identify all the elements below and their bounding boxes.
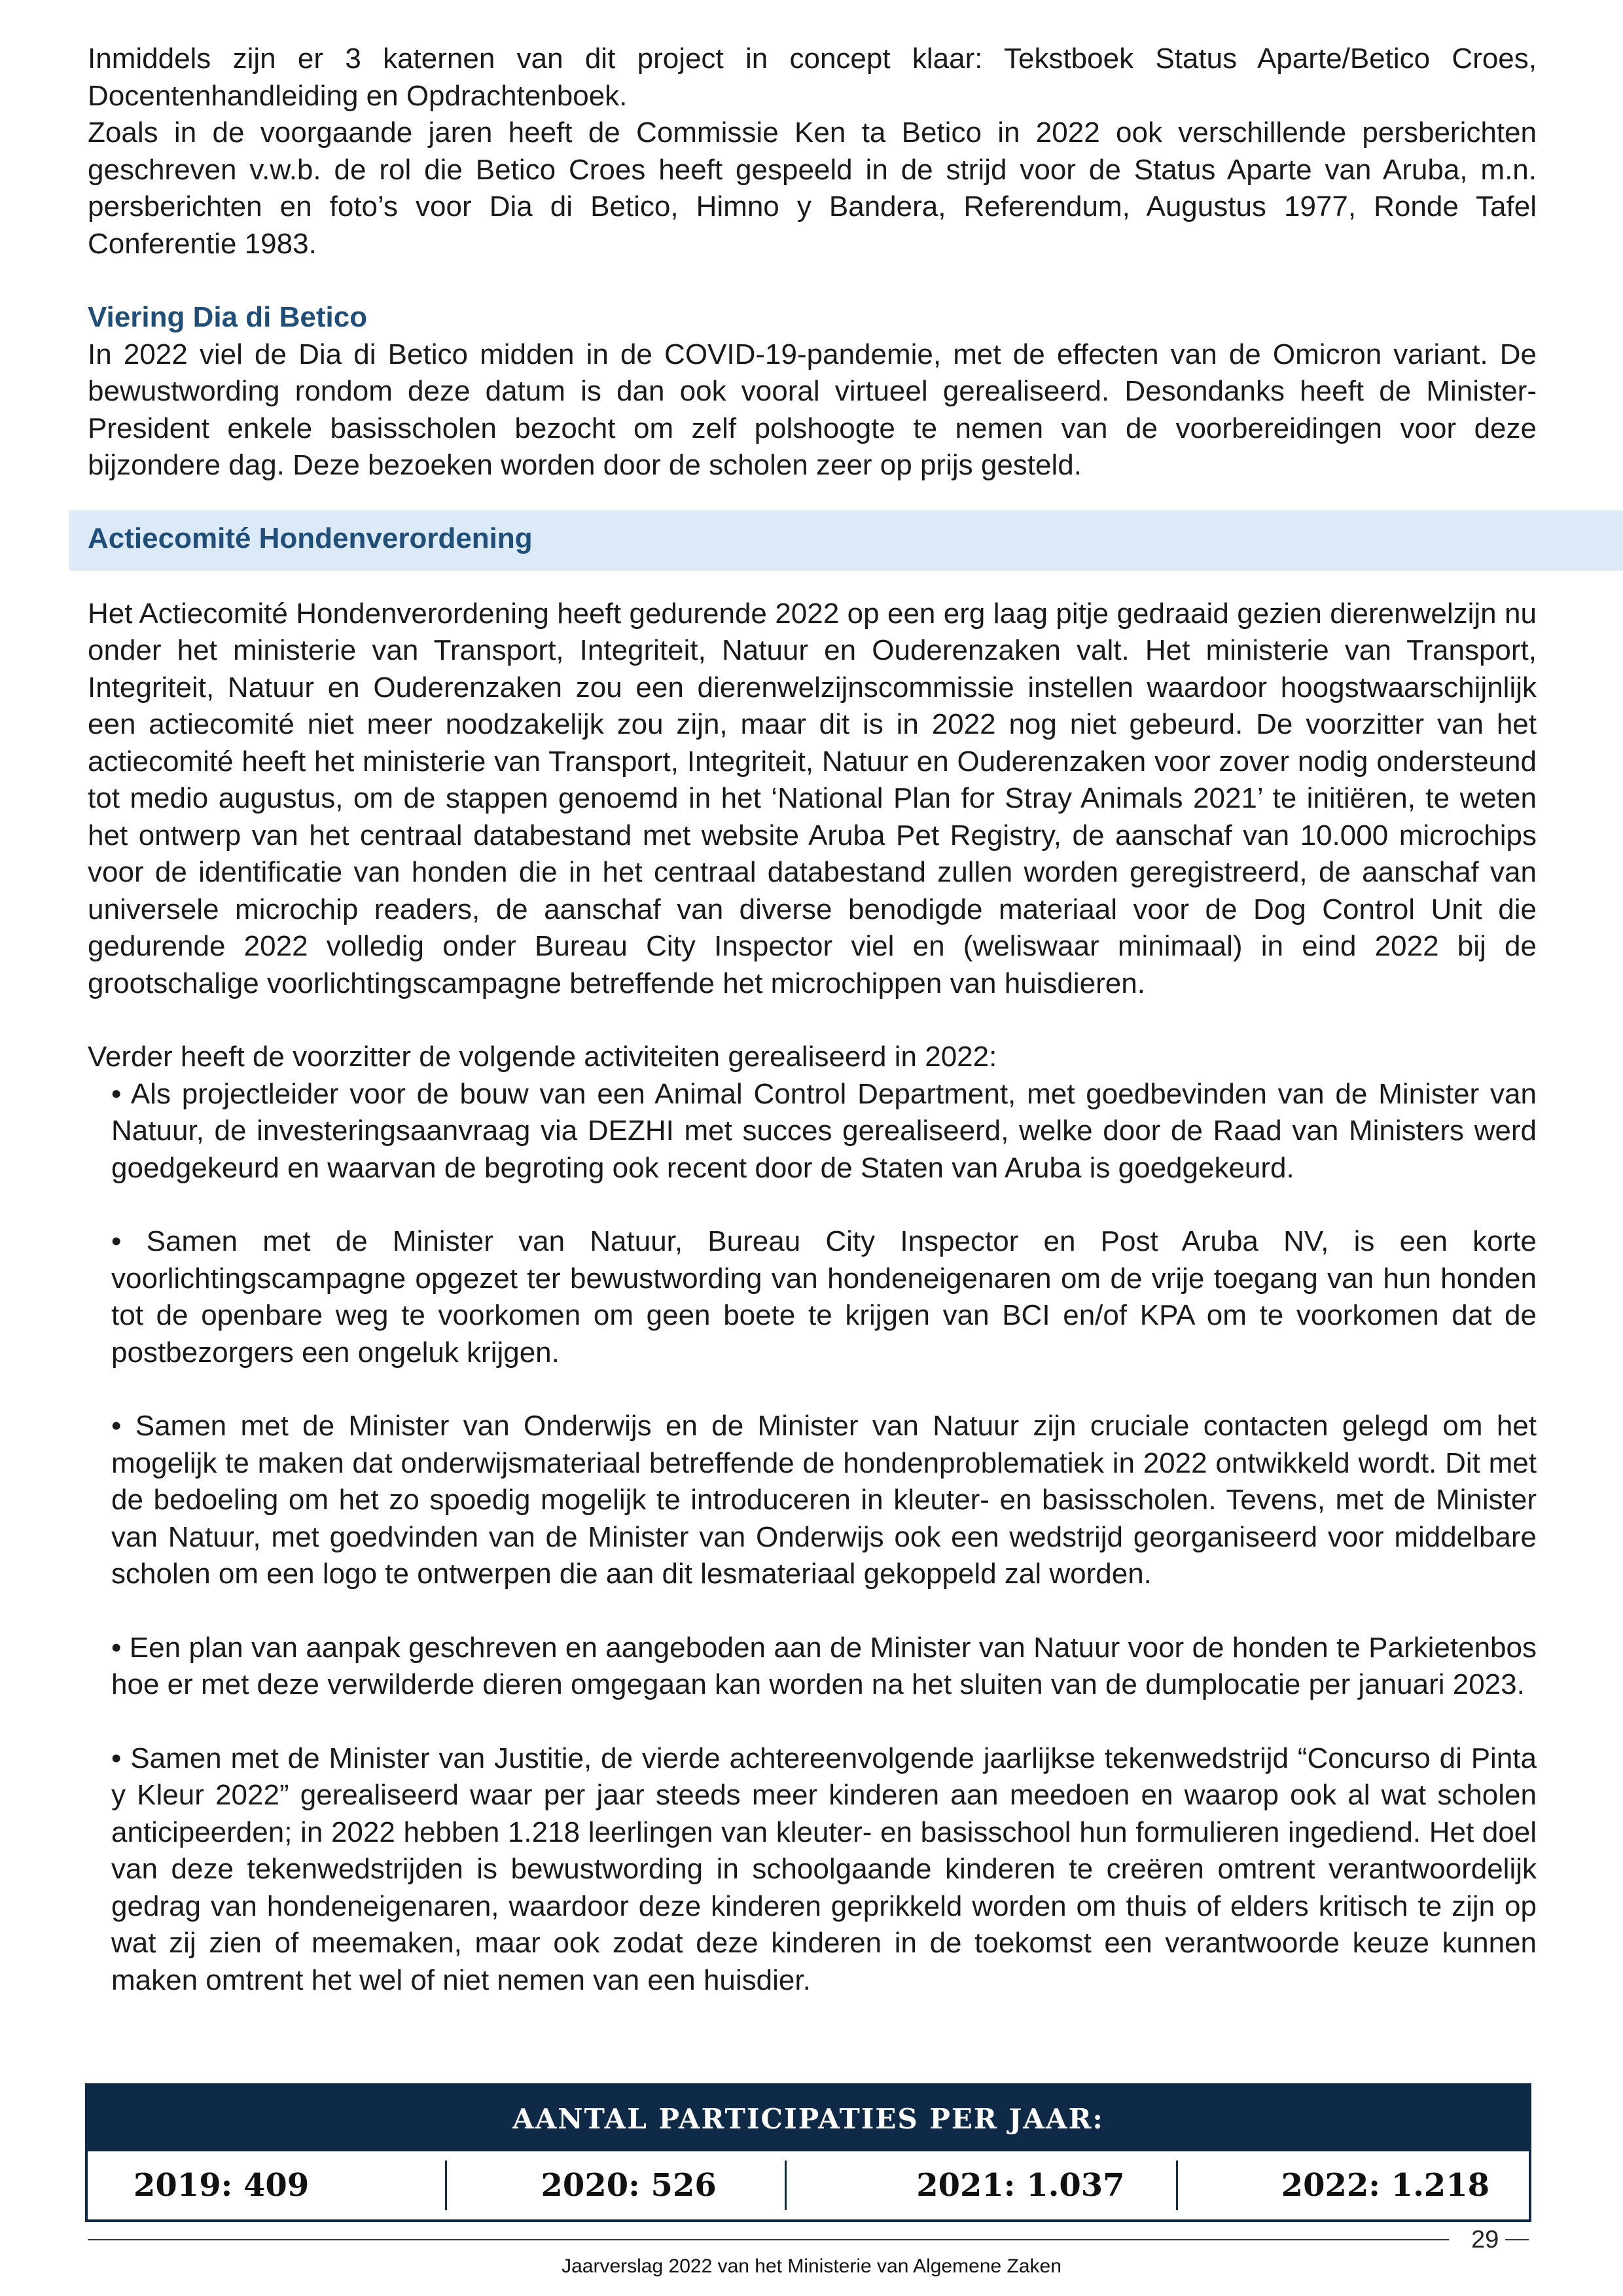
section-paragraph-1: Het Actiecomité Hondenverordening heeft gedurende 2022 op een erg laag pitje gedraaid gezien dierenwelzijn nu onder het ministerie van Transport, Integriteit, Natuur en Ouderenzaken valt. Het ministerie van Transport, Integriteit, Natuur en Ouderenzaken zou een dierenwelzijnscommissie instellen waardoor hoogstwaarschijnlijk een actiecomité niet meer noodzakelijk zou zijn, maar dit is in 2022 nog niet gebeurd. De voorzitter van het actiecomité heeft het ministerie van Transport, Integriteit, Natuur en Ouderenzaken voor zover nodig ondersteund tot medio augustus, om de stappen genoemd in het ‘National Plan for Stray Animals 2021’ te initiëren, te weten het ontwerp van het centraal databestand met website Aruba Pet Registry, de aanschaf van 10.000 microchips voor de identificatie van honden die in het centraal databestand zullen worden geregistreerd, de aanschaf van universele microchip readers, de aanschaf van diverse benodigde materiaal voor de Dog Control Unit die gedurende 2022 volledig onder Bureau City Inspector viel en (weliswaar minimaal) in eind 2022 bij de grootschalige voorlichtingscampagne betreffende het microchippen van huisdieren. — [88, 597, 1537, 999]
bullet-list — [88, 1076, 1537, 2000]
page-content — [88, 41, 1537, 1999]
participations-table — [85, 2083, 1531, 2222]
page-number: 29 — [1471, 2226, 1499, 2253]
list-item: • Samen met de Minister van Natuur, Bureau City Inspector en Post Aruba NV, is een korte voorlichtingscampagne opgezet ter bewustwording van hondeneigenaren om de vrije toegang van hun honden tot de openbare weg te voorkomen om geen boete te krijgen van BCI en/of KPA om te voorkomen dat de postbezorgers een ongeluk krijgen. — [111, 1225, 1537, 1369]
table-cell-2022: 2022: 1.218 — [1176, 2161, 1529, 2210]
footer-text: Jaarverslag 2022 van het Ministerie van Algemene Zaken — [562, 2255, 1061, 2277]
table-cell-2019: 2019: 409 — [134, 2167, 310, 2204]
viering-heading: Viering Dia di Betico — [88, 301, 368, 333]
footer-divider — [88, 2239, 1449, 2240]
table-title: AANTAL PARTICIPATIES PER JAAR: — [88, 2086, 1529, 2151]
list-item: • Een plan van aanpak geschreven en aangeboden aan de Minister van Natuur voor de honden te Parkietenbos hoe er met deze verwilderde dieren omgegaan kan worden na het sluiten van de dumplocatie per januari 2023. — [111, 1631, 1537, 1700]
table-cell-2021: 2021: 1.037 — [785, 2161, 1177, 2210]
table-row — [88, 2151, 1529, 2219]
section-paragraph-2: Verder heeft de voorzitter de volgende activiteiten gerealiseerd in 2022: — [88, 1041, 997, 1073]
list-item: • Samen met de Minister van Justitie, de vierde achtereenvolgende jaarlijkse tekenwedstrijd “Concurso di Pinta y Kleur 2022” gerealiseerd waar per jaar steeds meer kinderen aan meedoen en waarop ook al wat scholen anticipeerden; in 2022 hebben 1.218 leerlingen van kleuter- en basisschool hun formulieren ingediend. Het doel van deze tekenwedstrijden is bewustwording in schoolgaande kinderen te creëren omtrent verantwoordelijk gedrag van hondeneigenaren, waardoor deze kinderen geprikkeld worden om thuis of elders kritisch te zijn op wat zij zien of meemaken, maar ook zodat deze kinderen in de toekomst een verantwoorde keuze kunnen maken omtrent het wel of niet nemen van een huisdier. — [111, 1742, 1537, 1996]
footer-divider-right — [1505, 2239, 1529, 2240]
table-cell-2020: 2020: 526 — [445, 2161, 785, 2210]
list-item: • Samen met de Minister van Onderwijs en de Minister van Natuur zijn cruciale contacten gelegd om het mogelijk te maken dat onderwijsmateriaal betreffende de hondenproblematiek in 2022 ontwikkeld wordt. Dit met de bedoeling om het zo spoedig mogelijk te introduceren in kleuter- en basisscholen. Tevens, met de Minister van Natuur, met goedvinden van de Minister van Onderwijs ook een wedstrijd georganiseerd voor middelbare scholen om een logo te ontwerpen die aan dit lesmateriaal gekoppeld zal worden. — [111, 1410, 1537, 1590]
intro-paragraph-1: Inmiddels zijn er 3 katernen van dit project in concept klaar: Tekstboek Status Aparte/Betico Croes, Docentenhandleiding en Opdrachtenboek. — [88, 43, 1537, 112]
list-item: • Als projectleider voor de bouw van een Animal Control Department, met goedbevinden van de Minister van Natuur, de investeringsaanvraag via DEZHI met succes gerealiseerd, welke door de Raad van Ministers werd goedgekeurd en waarvan de begroting ook recent door de Staten van Aruba is goedgekeurd. — [111, 1077, 1537, 1184]
section-title: Actiecomité Hondenverordening — [88, 522, 533, 554]
viering-paragraph: In 2022 viel de Dia di Betico midden in de COVID-19-pandemie, met de effecten van de Omicron variant. De bewustwording rondom deze datum is dan ook vooral virtueel gerealiseerd. Desondanks heeft de Minister-President enkele basisscholen bezocht om zelf polshoogte te nemen van de voorbereidingen voor deze bijzondere dag. Deze bezoeken worden door de scholen zeer op prijs gesteld. — [88, 338, 1537, 481]
intro-paragraph-2: Zoals in de voorgaande jaren heeft de Commissie Ken ta Betico in 2022 ook verschillende persberichten geschreven v.w.b. de rol die Betico Croes heeft gespeeld in de strijd voor de Status Aparte van Aruba, m.n. persberichten en foto’s voor Dia di Betico, Himno y Bandera, Referendum, Augustus 1977, Ronde Tafel Conferentie 1983. — [88, 117, 1537, 260]
